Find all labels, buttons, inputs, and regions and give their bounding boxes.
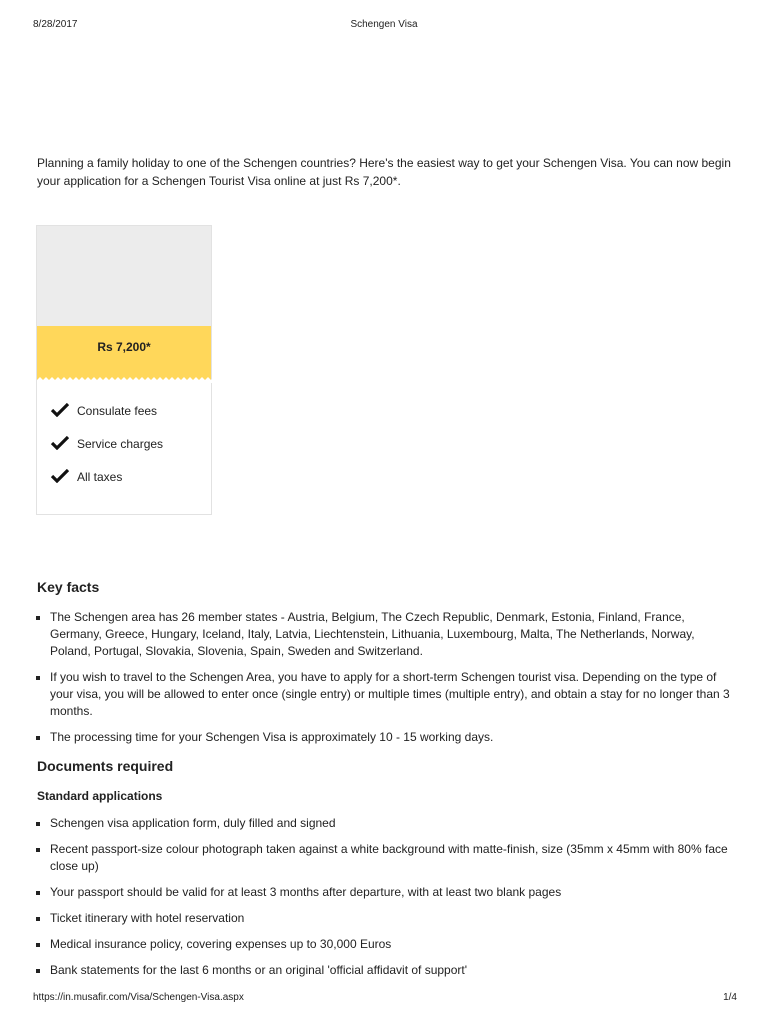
- list-item: Your passport should be valid for at least 3 months after departure, with at least two blank pages: [36, 884, 736, 901]
- price-value: Rs 7,200*: [97, 340, 151, 354]
- price-band: [37, 326, 211, 382]
- zigzag-edge: [37, 377, 213, 383]
- checkmark-icon: [51, 436, 69, 450]
- feature-label: All taxes: [77, 470, 123, 484]
- key-facts-heading: Key facts: [37, 579, 100, 595]
- page-number: 1/4: [723, 992, 737, 1003]
- checkmark-icon: [51, 469, 69, 483]
- intro-paragraph: Planning a family holiday to one of the Schengen countries? Here's the easiest way to get your Schengen Visa. You can now begin your application for a Schengen Tourist Visa online at just Rs 7,200*.: [37, 156, 731, 188]
- price-card: [36, 225, 212, 515]
- list-item: The Schengen area has 26 member states - Austria, Belgium, The Czech Republic, Denmark, Estonia, Finland, France, Germany, Greece, Hungary, Iceland, Italy, Latvia, Liechtenstein, Lithuania, Luxembourg, Malta, The Netherlands, Norway, Poland, Portugal, Slovakia, Slovenia, Spain, Sweden and Switzerland.: [36, 609, 736, 660]
- documents-subheading: Standard applications: [37, 789, 163, 803]
- key-facts-list: [36, 609, 736, 755]
- list-item: Recent passport-size colour photograph taken against a white background with matte-finish, size (35mm x 45mm with 80% face close up): [36, 841, 736, 875]
- page-title: Schengen Visa: [350, 19, 418, 30]
- feature-label: Consulate fees: [77, 404, 158, 418]
- print-date: 8/28/2017: [33, 19, 78, 30]
- feature-item: [51, 437, 211, 470]
- list-item: If you wish to travel to the Schengen Area, you have to apply for a short-term Schengen tourist visa. Depending on the type of your visa, you will be allowed to enter once (single entry) or multiple times (multiple entry), and obtain a stay for no longer than 3 months.: [36, 669, 736, 720]
- feature-label: Service charges: [77, 437, 164, 451]
- documents-heading: Documents required: [37, 758, 174, 774]
- feature-item: [51, 404, 211, 437]
- card-image-placeholder: [37, 226, 211, 326]
- feature-item: [51, 470, 211, 503]
- list-item: Ticket itinerary with hotel reservation: [36, 910, 736, 927]
- list-item: Schengen visa application form, duly filled and signed: [36, 815, 736, 832]
- list-item: Bank statements for the last 6 months or an original 'official affidavit of support': [36, 962, 736, 979]
- list-item: Medical insurance policy, covering expenses up to 30,000 Euros: [36, 936, 736, 953]
- page-url: https://in.musafir.com/Visa/Schengen-Visa.aspx: [33, 992, 244, 1003]
- feature-list: [37, 382, 211, 503]
- documents-list: [36, 815, 736, 988]
- checkmark-icon: [51, 403, 69, 417]
- list-item: The processing time for your Schengen Visa is approximately 10 - 15 working days.: [36, 729, 736, 746]
